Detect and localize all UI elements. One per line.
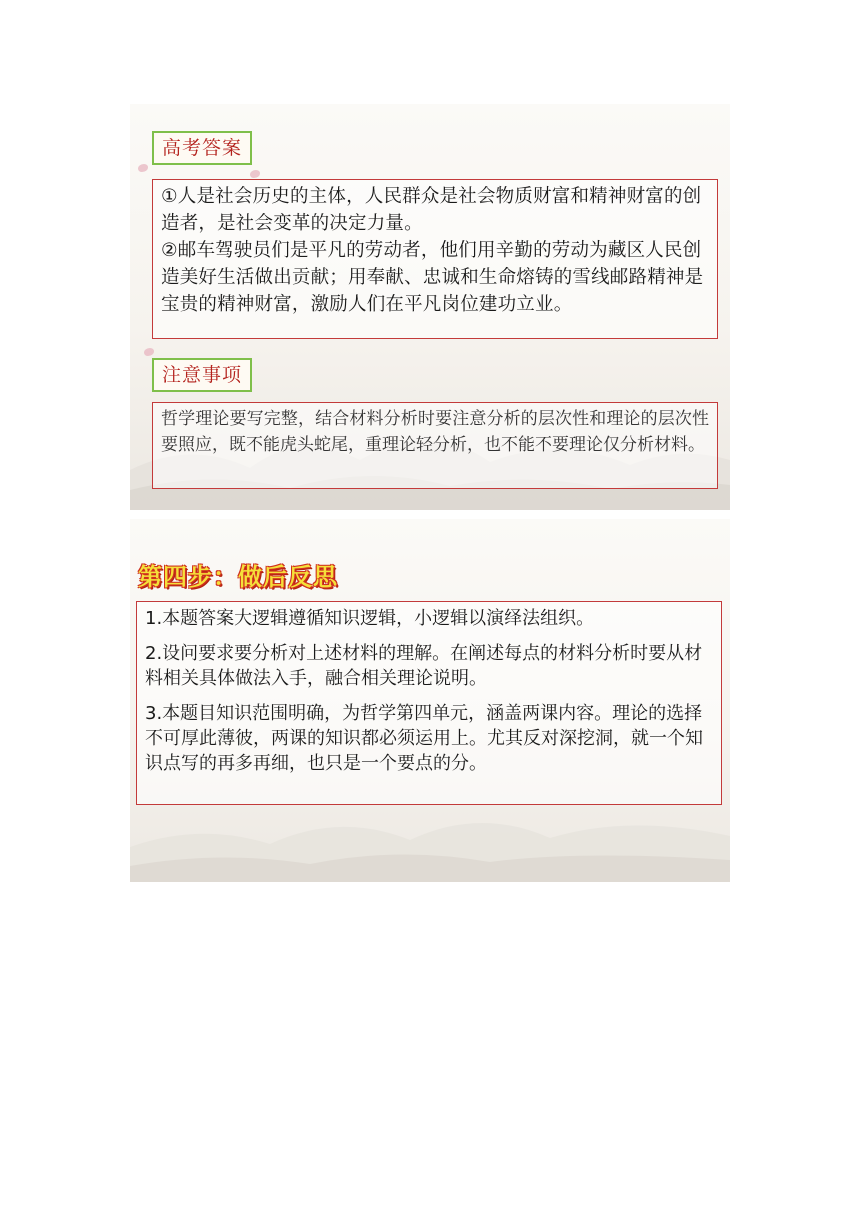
slide-reflection (130, 519, 730, 882)
reflection-point-2: 2.设问要求要分析对上述材料的理解。在阐述每点的材料分析时要从材料相关具体做法入手，融合相关理论说明。 (145, 643, 703, 689)
answer-point-2: ②邮车驾驶员们是平凡的劳动者，他们用辛勤的劳动为藏区人民创造美好生活做出贡献；用奉献、忠诚和生命熔铸的雪线邮路精神是宝贵的精神财富，激励人们在平凡岗位建功立业。 (161, 240, 704, 315)
answer-box (152, 179, 718, 339)
reflection-point-3: 3.本题目知识范围明确，为哲学第四单元，涵盖两课内容。理论的选择不可厚此薄彼，两课的知识都必须运用上。尤其反对深挖洞，就一个知识点写的再多再细，也只是一个要点的分。 (145, 703, 703, 774)
petal-decoration (250, 170, 260, 178)
notes-box (152, 402, 718, 489)
petal-decoration (144, 348, 154, 356)
reflection-box (136, 601, 722, 805)
answer-heading: 高考答案 (152, 131, 252, 165)
answer-point-1: ①人是社会历史的主体，人民群众是社会物质财富和精神财富的创造者，是社会变革的决定力量。 (161, 186, 702, 234)
slide-answer (130, 104, 730, 510)
notes-text: 哲学理论要写完整，结合材料分析时要注意分析的层次性和理论的层次性要照应，既不能虎头蛇尾，重理论轻分析，也不能不要理论仅分析材料。 (161, 409, 709, 455)
reflection-point-1: 1.本题答案大逻辑遵循知识逻辑，小逻辑以演绎法组织。 (145, 608, 595, 629)
step-title: 第四步：做后反思 (138, 563, 338, 591)
petal-decoration (138, 164, 148, 172)
notes-heading: 注意事项 (152, 358, 252, 392)
